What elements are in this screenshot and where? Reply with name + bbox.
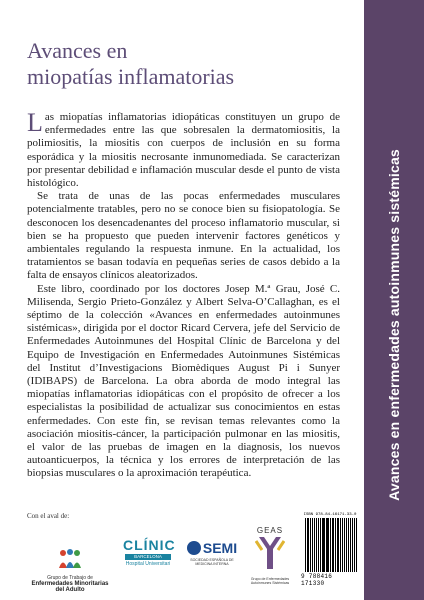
barcode-digits: 9 788416 171330	[301, 573, 333, 587]
barcode-bar	[323, 518, 324, 572]
barcode-bar	[318, 518, 319, 572]
antibody-icon	[255, 535, 285, 571]
barcode-bar	[316, 518, 317, 572]
barcode-bars	[305, 518, 359, 572]
semi-circle-icon	[187, 541, 201, 555]
barcode-bar	[322, 518, 323, 572]
barcode-bar	[337, 518, 338, 572]
barcode-bar	[332, 518, 333, 572]
barcode-bar	[350, 518, 351, 572]
book-title	[27, 38, 347, 90]
barcode-bar	[333, 518, 334, 572]
barcode-bar	[352, 518, 353, 572]
barcode-bar	[326, 518, 327, 572]
clinic-name: CLÍNIC	[123, 537, 176, 553]
endorsed-label: Con el aval de:	[27, 512, 70, 520]
barcode-bar	[305, 518, 306, 572]
logo-geas	[248, 526, 292, 585]
barcode-bar	[330, 518, 331, 572]
description-text	[27, 108, 340, 481]
paragraph-1-text: as miopatías inflamatorias idiopáticas constituyen un grupo de enfermedades entre las que sobresalen la dermatomiositis, la polimiositis, la miositis con cuerpos de inclusión en su forma esporádica y la miositis necrosante inmunomediada. Se caracterizan por presentar debilidad e inflamación muscular desde el punto de vista histológico.	[27, 111, 340, 190]
clinic-bar: BARCELONA	[125, 554, 171, 560]
geas-name: GEAS	[256, 526, 284, 535]
barcode-bar	[312, 518, 313, 572]
book-title-line1: Avances en	[27, 38, 128, 63]
semi-name: SEMI	[202, 540, 238, 556]
spine-title: Avances en enfermedades autoinmunes sistémicas	[386, 149, 402, 501]
barcode-bar	[338, 518, 339, 572]
people-icon	[57, 548, 83, 570]
logo-semi	[184, 540, 240, 566]
dropcap: L	[27, 108, 43, 137]
logo-clinic	[123, 537, 176, 567]
barcode-bar	[307, 518, 308, 572]
isbn-text: ISBN 978-84-16171-33-0	[303, 513, 357, 517]
barcode-bar	[340, 518, 341, 572]
barcode-bar	[314, 518, 316, 572]
logo1-line3: del Adulto	[55, 587, 85, 593]
paragraph-2: Se trata de unas de las pocas enfermedades musculares potencialmente tratables, pero no se conoce bien su fisiopatología. Se desconocen los desencadenantes del proceso inflamatorio muscular, si bien se ha propuesto que pueden intervenir factores genéticos y ambientales regulando la respuesta inmune. En la actualidad, los tratamientos se basan todavía en pequeñas series de casos debido a la falta de ensayos clínicos aleatorizados.	[27, 190, 340, 282]
barcode-bar	[354, 518, 355, 572]
geas-sub: Grupo de Enfermedades Autoinmunes Sistémicas	[250, 577, 290, 585]
barcode-bar	[327, 518, 329, 572]
logo1-line2: Enfermedades Minoritarias	[31, 581, 109, 587]
logo-rare-diseases-group	[26, 548, 114, 593]
semi-sub: SOCIEDAD ESPAÑOLA DE MEDICINA INTERNA	[190, 558, 234, 566]
barcode-bar	[310, 518, 311, 572]
book-title-line2: miopatías inflamatorias	[27, 64, 235, 89]
barcode-bar	[308, 518, 309, 572]
paragraph-1	[27, 108, 340, 190]
clinic-sub: Hospital Universitari	[125, 561, 171, 567]
logo1-line1: Grupo de Trabajo de	[47, 575, 93, 581]
isbn-barcode	[301, 513, 359, 593]
barcode-bar	[320, 518, 321, 572]
barcode-bar	[356, 518, 357, 572]
barcode-bar	[346, 518, 347, 572]
barcode-bar	[342, 518, 343, 572]
paragraph-3: Este libro, coordinado por los doctores Josep M.ª Grau, José C. Milisenda, Sergio Prieto-González y Albert Selva-O’Callaghan, es el séptimo de la colección «Avances en enfermedades autoinmunes sistémicas», dirigida por el doctor Ricard Cervera, jefe del Servicio de Enfermedades Autoinmunes del Hospital Clínic de Barcelona y del Equipo de Investigación en Enfermedades Autoinmunes Sistémicas del Institut d’Investigacions Biomèdiques August Pi i Sunyer (IDIBAPS) de Barcelona. La obra aborda de modo integral las miopatías inflamatorias idiopáticas con el propósito de ofrecer a los especialistas la posibilidad de actualizar sus conocimientos en estas enfermedades. Con este fin, se revisan temas relevantes como la asociación miositis-cáncer, la participación pulmonar en las miositis, el valor de las pruebas de imagen en la diagnosis, los nuevos autoanticuerpos, la técnica y los errores de interpretación de las biopsias musculares o la aproximación terapéutica.	[27, 282, 340, 480]
barcode-bar	[348, 518, 350, 572]
barcode-bar	[344, 518, 345, 572]
barcode-bar	[335, 518, 336, 572]
